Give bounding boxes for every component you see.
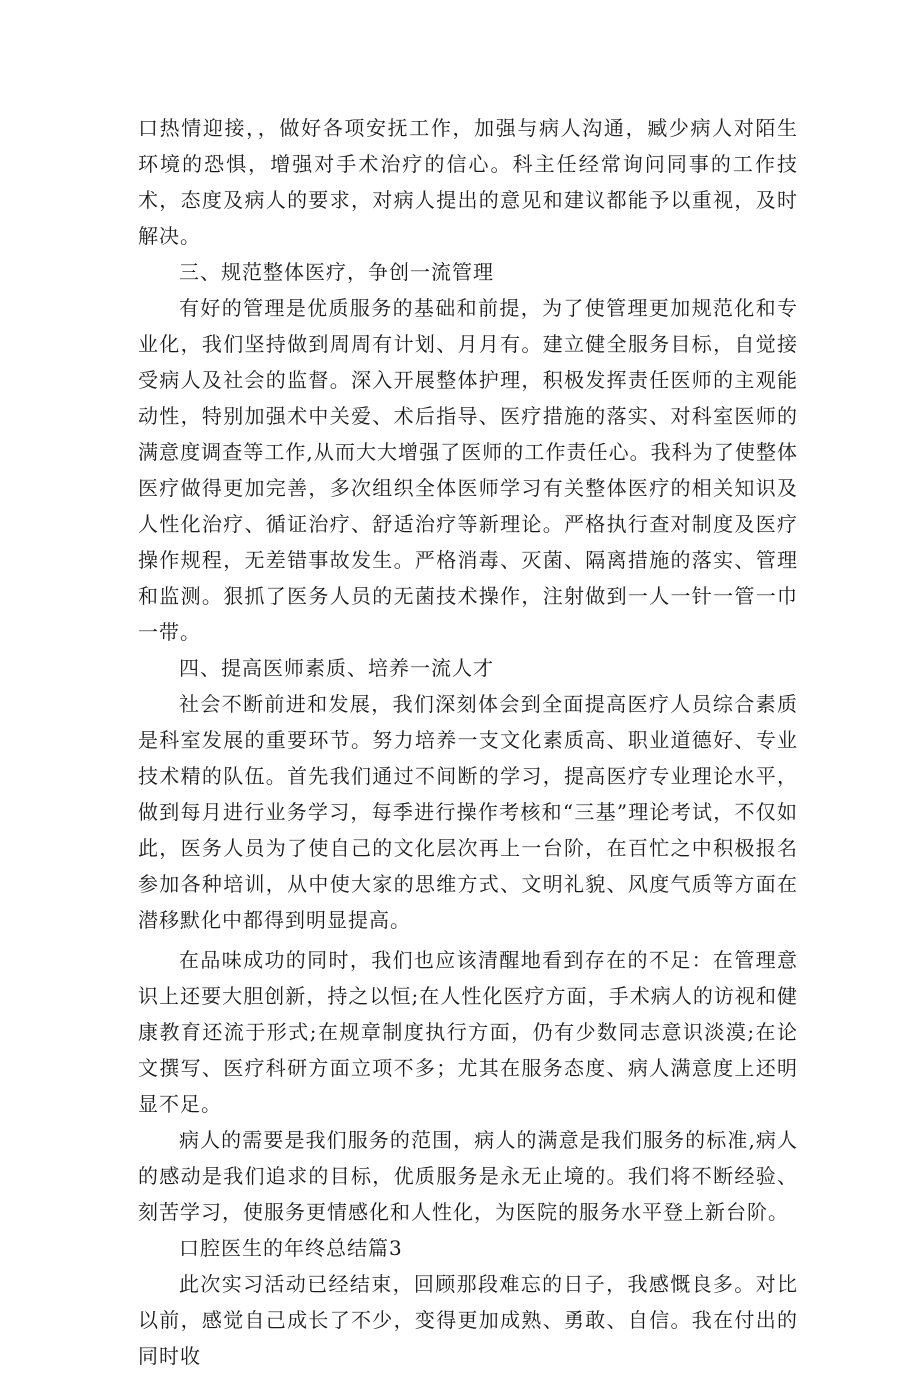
paragraph-continuation: 口热情迎接，，做好各项安抚工作，加强与病人沟通，臧少病人对陌生环境的恐惧，增强对手术治疗的信心。科主任经常询问同事的工作技术，态度及病人的要求，对病人提出的意见和建议都能予以重视，及时解决。 — [138, 116, 798, 248]
section-heading-3: 三、规范整体医疗，争创一流管理 — [179, 260, 494, 284]
section-heading-4: 四、提高医师素质、培养一流人才 — [179, 656, 494, 680]
paragraph-internship: 此次实习活动已经结束，回顾那段难忘的日子，我感慨良多。对比以前，感觉自己成长了不少，变得更加成熟、勇敢、自信。我在付出的同时收 — [138, 1272, 798, 1368]
paragraph-management: 有好的管理是优质服务的基础和前提，为了使管理更加规范化和专业化，我们坚持做到周周有计划、月月有。建立健全服务目标，自觉接受病人及社会的监督。深入开展整体护理，积极发挥责任医师的主观能动性，特别加强术中关爱、术后指导、医疗措施的落实、对科室医师的满意度调查等工作,从而大大增强了医师的工作责任心。我科为了使整体医疗做得更加完善，多次组织全体医师学习有关整体医疗的相关知识及人性化治疗、循证治疗、舒适治疗等新理论。严格执行查对制度及医疗操作规程，无差错事故发生。严格消毒、灭菌、隔离措施的落实、管理和监测。狠抓了医务人员的无菌技术操作，注射做到一人一针一管一巾一带。 — [138, 296, 798, 644]
article-title-part3: 口腔医生的年终总结篇3 — [179, 1236, 403, 1260]
paragraph-service-goals: 病人的需要是我们服务的范围，病人的满意是我们服务的标准,病人的感动是我们追求的目标，优质服务是永无止境的。我们将不断经验、刻苦学习，使服务更情感化和人性化，为医院的服务水平登上新台阶。 — [138, 1128, 798, 1224]
paragraph-training: 社会不断前进和发展，我们深刻体会到全面提高医疗人员综合素质是科室发展的重要环节。努力培养一支文化素质高、职业道德好、专业技术精的队伍。首先我们通过不间断的学习，提高医疗专业理论水平，做到每月进行业务学习，每季进行操作考核和“三基”理论考试，不仅如此，医务人员为了使自己的文化层次再上一台阶，在百忙之中积极报名参加各种培训，从中使大家的思维方式、文明礼貌、风度气质等方面在潜移默化中都得到明显提高。 — [138, 692, 798, 932]
paragraph-shortcomings: 在品味成功的同时，我们也应该清醒地看到存在的不足：在管理意识上还要大胆创新，持之以恒;在人性化医疗方面，手术病人的访视和健康教育还流于形式;在规章制度执行方面，仍有少数同志意识淡漠;在论文撰写、医疗科研方面立项不多；尤其在服务态度、病人满意度上还明显不足。 — [138, 948, 798, 1116]
document-body — [138, 110, 798, 1374]
